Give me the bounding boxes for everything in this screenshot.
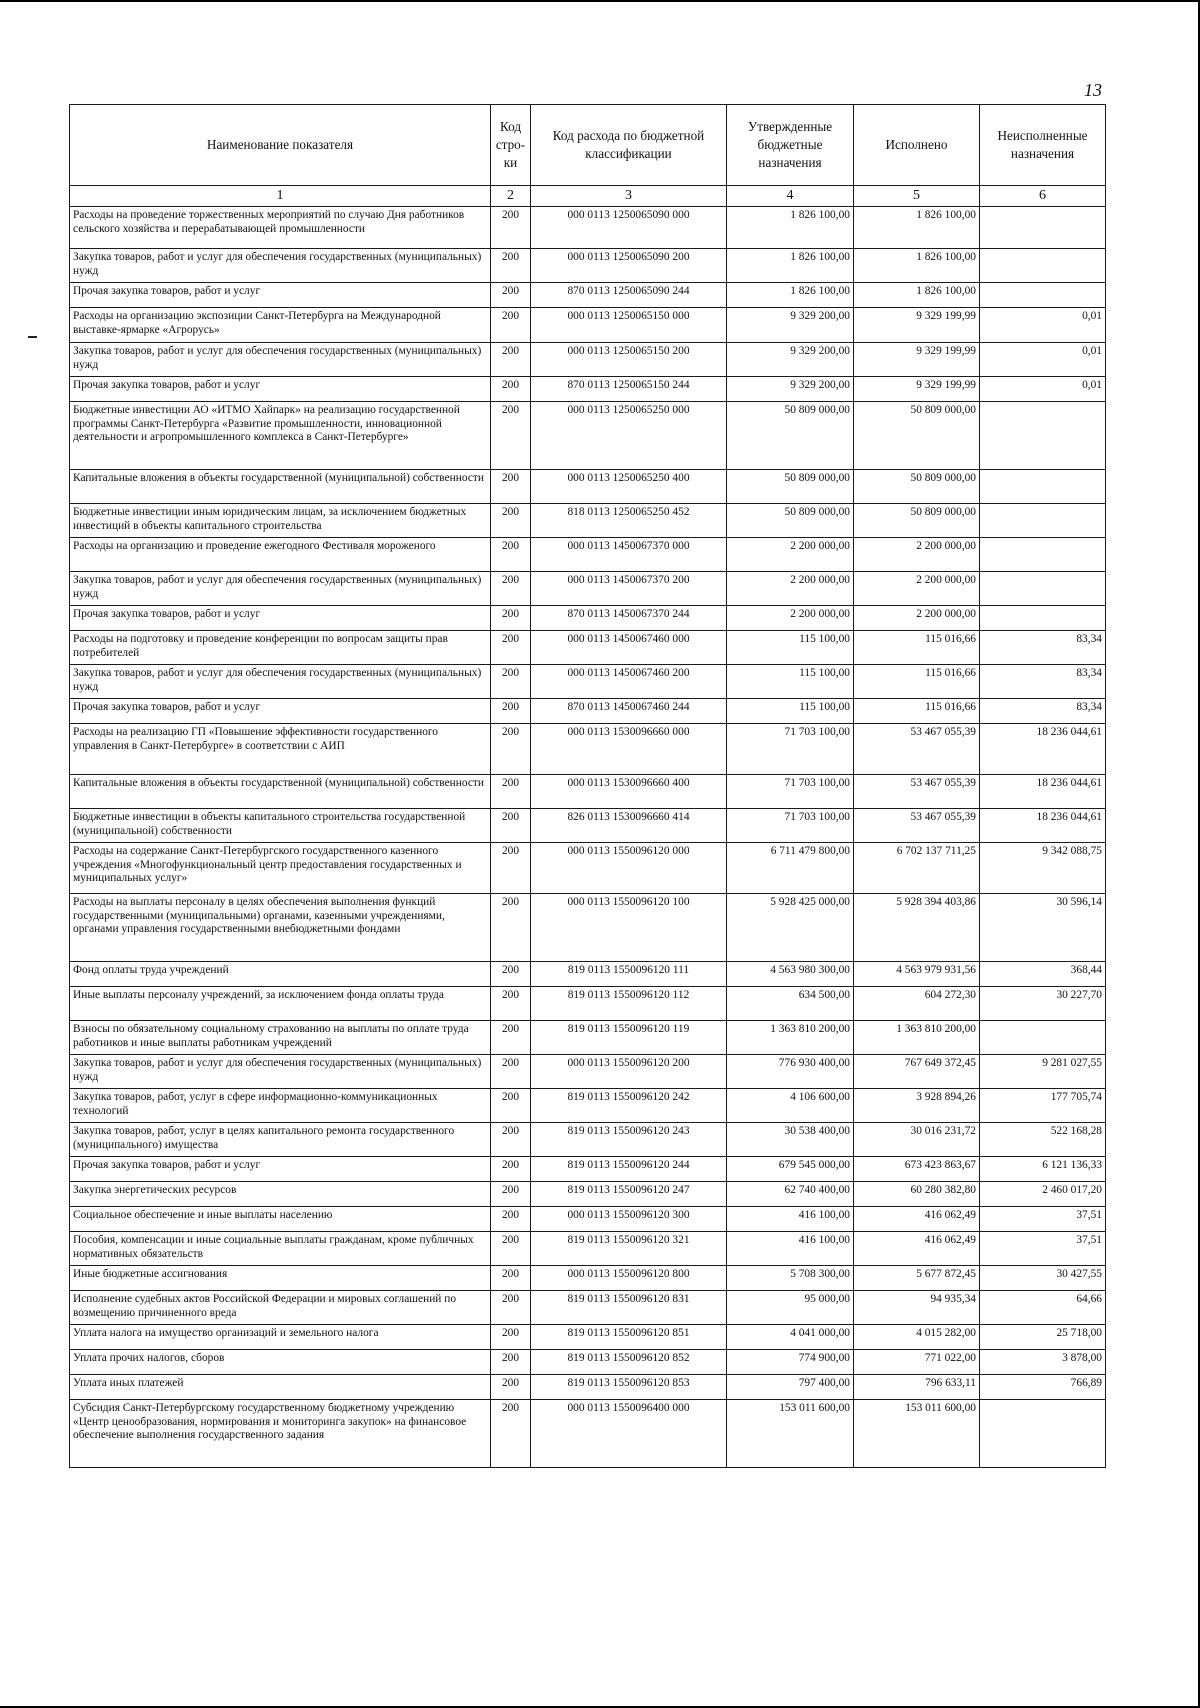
row-budget-code: 000 0113 1550096400 000 — [531, 1400, 727, 1468]
row-budget-code: 819 0113 1550096120 119 — [531, 1021, 727, 1055]
header-budget-code: Код расхода по бюджетной классификации — [531, 105, 727, 186]
row-executed: 53 467 055,39 — [854, 724, 980, 775]
row-line-code: 200 — [491, 283, 531, 308]
table-row — [70, 1182, 1106, 1207]
table-row — [70, 1089, 1106, 1123]
row-approved: 95 000,00 — [727, 1291, 854, 1325]
row-budget-code: 000 0113 1530096660 000 — [531, 724, 727, 775]
row-approved: 115 100,00 — [727, 631, 854, 665]
row-unexecuted: 2 460 017,20 — [980, 1182, 1106, 1207]
row-executed: 796 633,11 — [854, 1375, 980, 1400]
table-row — [70, 1021, 1106, 1055]
row-budget-code: 819 0113 1550096120 852 — [531, 1350, 727, 1375]
header-line-code: Код стро-ки — [491, 105, 531, 186]
row-executed: 2 200 000,00 — [854, 538, 980, 572]
row-name: Закупка товаров, работ и услуг для обеспечения государственных (муниципальных) нужд — [70, 572, 491, 606]
row-name: Прочая закупка товаров, работ и услуг — [70, 606, 491, 631]
row-executed: 2 200 000,00 — [854, 572, 980, 606]
row-line-code: 200 — [491, 1123, 531, 1157]
header-indicator-name: Наименование показателя — [70, 105, 491, 186]
row-line-code: 200 — [491, 724, 531, 775]
row-budget-code: 000 0113 1250065150 200 — [531, 343, 727, 377]
table-row — [70, 1055, 1106, 1089]
row-name: Закупка товаров, работ, услуг в целях капитального ремонта государственного (муниципального) имущества — [70, 1123, 491, 1157]
row-line-code: 200 — [491, 665, 531, 699]
row-budget-code: 000 0113 1550096120 100 — [531, 894, 727, 962]
row-executed: 673 423 863,67 — [854, 1157, 980, 1182]
row-executed: 50 809 000,00 — [854, 504, 980, 538]
row-unexecuted: 83,34 — [980, 631, 1106, 665]
row-name: Исполнение судебных актов Российской Федерации и мировых соглашений по возмещению причиненного вреда — [70, 1291, 491, 1325]
row-executed: 9 329 199,99 — [854, 343, 980, 377]
row-name: Расходы на содержание Санкт-Петербургского государственного казенного учреждения «Многофункциональный центр предоставления государственных и муниципальных услуг» — [70, 843, 491, 894]
table-row — [70, 249, 1106, 283]
row-line-code: 200 — [491, 1400, 531, 1468]
row-budget-code: 870 0113 1250065090 244 — [531, 283, 727, 308]
row-unexecuted: 522 168,28 — [980, 1123, 1106, 1157]
row-name: Закупка товаров, работ и услуг для обеспечения государственных (муниципальных) нужд — [70, 665, 491, 699]
row-approved: 1 826 100,00 — [727, 283, 854, 308]
row-executed: 94 935,34 — [854, 1291, 980, 1325]
row-budget-code: 819 0113 1550096120 321 — [531, 1232, 727, 1266]
row-name: Расходы на реализацию ГП «Повышение эффективности государственного управления в Санкт-Петербурге» в соответствии с АИП — [70, 724, 491, 775]
row-budget-code: 000 0113 1250065090 200 — [531, 249, 727, 283]
row-name: Уплата налога на имущество организаций и земельного налога — [70, 1325, 491, 1350]
row-approved: 4 563 980 300,00 — [727, 962, 854, 987]
row-name: Прочая закупка товаров, работ и услуг — [70, 1157, 491, 1182]
row-name: Бюджетные инвестиции иным юридическим лицам, за исключением бюджетных инвестиций в объекты капитального строительства — [70, 504, 491, 538]
row-name: Иные выплаты персоналу учреждений, за исключением фонда оплаты труда — [70, 987, 491, 1021]
row-name: Бюджетные инвестиции АО «ИТМО Хайпарк» на реализацию государственной программы Санкт-Петербурга «Развитие промышленности, инновационной деятельности и агропромышленного комплекса в Санкт-Петербурге» — [70, 402, 491, 470]
row-unexecuted — [980, 402, 1106, 470]
table-row — [70, 377, 1106, 402]
row-approved: 9 329 200,00 — [727, 343, 854, 377]
row-executed: 767 649 372,45 — [854, 1055, 980, 1089]
row-unexecuted: 30 227,70 — [980, 987, 1106, 1021]
row-line-code: 200 — [491, 1182, 531, 1207]
table-row — [70, 1375, 1106, 1400]
row-approved: 2 200 000,00 — [727, 572, 854, 606]
row-executed: 604 272,30 — [854, 987, 980, 1021]
row-approved: 115 100,00 — [727, 665, 854, 699]
row-line-code: 200 — [491, 1232, 531, 1266]
row-unexecuted — [980, 1400, 1106, 1468]
row-line-code: 200 — [491, 1157, 531, 1182]
row-budget-code: 000 0113 1550096120 200 — [531, 1055, 727, 1089]
row-name: Расходы на организацию и проведение ежегодного Фестиваля мороженого — [70, 538, 491, 572]
row-executed: 4 563 979 931,56 — [854, 962, 980, 987]
row-line-code: 200 — [491, 249, 531, 283]
row-approved: 1 826 100,00 — [727, 249, 854, 283]
row-budget-code: 000 0113 1550096120 300 — [531, 1207, 727, 1232]
row-name: Уплата прочих налогов, сборов — [70, 1350, 491, 1375]
row-executed: 153 011 600,00 — [854, 1400, 980, 1468]
row-approved: 71 703 100,00 — [727, 775, 854, 809]
header-approved: Утвержденные бюджетные назначения — [727, 105, 854, 186]
row-unexecuted — [980, 283, 1106, 308]
row-unexecuted: 177 705,74 — [980, 1089, 1106, 1123]
row-budget-code: 826 0113 1530096660 414 — [531, 809, 727, 843]
row-approved: 71 703 100,00 — [727, 809, 854, 843]
row-name: Иные бюджетные ассигнования — [70, 1266, 491, 1291]
row-budget-code: 000 0113 1250065250 400 — [531, 470, 727, 504]
row-approved: 1 826 100,00 — [727, 207, 854, 249]
row-unexecuted: 25 718,00 — [980, 1325, 1106, 1350]
table-row — [70, 843, 1106, 894]
row-line-code: 200 — [491, 1325, 531, 1350]
row-approved: 30 538 400,00 — [727, 1123, 854, 1157]
row-unexecuted: 37,51 — [980, 1207, 1106, 1232]
row-name: Социальное обеспечение и иные выплаты населению — [70, 1207, 491, 1232]
table-row — [70, 699, 1106, 724]
row-line-code: 200 — [491, 1207, 531, 1232]
row-executed: 5 928 394 403,86 — [854, 894, 980, 962]
row-budget-code: 000 0113 1250065150 000 — [531, 308, 727, 343]
row-name: Закупка товаров, работ и услуг для обеспечения государственных (муниципальных) нужд — [70, 1055, 491, 1089]
row-executed: 416 062,49 — [854, 1232, 980, 1266]
row-line-code: 200 — [491, 809, 531, 843]
row-unexecuted: 368,44 — [980, 962, 1106, 987]
table-row — [70, 470, 1106, 504]
row-name: Закупка товаров, работ и услуг для обеспечения государственных (муниципальных) нужд — [70, 249, 491, 283]
column-number: 2 — [491, 186, 531, 207]
row-line-code: 200 — [491, 377, 531, 402]
row-line-code: 200 — [491, 207, 531, 249]
table-row — [70, 1350, 1106, 1375]
row-budget-code: 870 0113 1450067370 244 — [531, 606, 727, 631]
row-budget-code: 819 0113 1550096120 831 — [531, 1291, 727, 1325]
row-name: Расходы на организацию экспозиции Санкт-Петербурга на Международной выставке-ярмарке «Агрорусь» — [70, 308, 491, 343]
table-row — [70, 207, 1106, 249]
column-number: 3 — [531, 186, 727, 207]
row-unexecuted: 30 596,14 — [980, 894, 1106, 962]
row-budget-code: 000 0113 1250065250 000 — [531, 402, 727, 470]
page-number: 13 — [1084, 80, 1102, 100]
table-row — [70, 1207, 1106, 1232]
row-executed: 5 677 872,45 — [854, 1266, 980, 1291]
row-unexecuted: 64,66 — [980, 1291, 1106, 1325]
row-unexecuted: 0,01 — [980, 343, 1106, 377]
row-executed: 1 826 100,00 — [854, 283, 980, 308]
column-number-row — [70, 186, 1106, 207]
row-name: Уплата иных платежей — [70, 1375, 491, 1400]
row-approved: 9 329 200,00 — [727, 377, 854, 402]
row-executed: 1 826 100,00 — [854, 207, 980, 249]
row-approved: 115 100,00 — [727, 699, 854, 724]
row-unexecuted: 30 427,55 — [980, 1266, 1106, 1291]
row-budget-code: 000 0113 1450067370 200 — [531, 572, 727, 606]
row-name: Взносы по обязательному социальному страхованию на выплаты по оплате труда работников и иные выплаты работникам учреждений — [70, 1021, 491, 1055]
row-line-code: 200 — [491, 699, 531, 724]
row-unexecuted — [980, 606, 1106, 631]
table-row — [70, 665, 1106, 699]
row-name: Расходы на выплаты персоналу в целях обеспечения выполнения функций государственными (муниципальными) органами, казенными учреждениями, органами управления государственными внебюджетными фондами — [70, 894, 491, 962]
row-line-code: 200 — [491, 606, 531, 631]
row-name: Капитальные вложения в объекты государственной (муниципальной) собственности — [70, 470, 491, 504]
row-approved: 5 708 300,00 — [727, 1266, 854, 1291]
row-budget-code: 000 0113 1530096660 400 — [531, 775, 727, 809]
row-line-code: 200 — [491, 1089, 531, 1123]
row-executed: 50 809 000,00 — [854, 470, 980, 504]
row-line-code: 200 — [491, 775, 531, 809]
budget-execution-table — [69, 104, 1106, 1468]
row-unexecuted: 3 878,00 — [980, 1350, 1106, 1375]
row-approved: 2 200 000,00 — [727, 606, 854, 631]
row-budget-code: 819 0113 1550096120 111 — [531, 962, 727, 987]
row-executed: 1 826 100,00 — [854, 249, 980, 283]
row-approved: 797 400,00 — [727, 1375, 854, 1400]
row-budget-code: 818 0113 1250065250 452 — [531, 504, 727, 538]
row-unexecuted: 83,34 — [980, 699, 1106, 724]
row-budget-code: 870 0113 1450067460 244 — [531, 699, 727, 724]
row-executed: 60 280 382,80 — [854, 1182, 980, 1207]
row-approved: 4 041 000,00 — [727, 1325, 854, 1350]
row-approved: 634 500,00 — [727, 987, 854, 1021]
header-executed: Исполнено — [854, 105, 980, 186]
row-approved: 71 703 100,00 — [727, 724, 854, 775]
row-approved: 153 011 600,00 — [727, 1400, 854, 1468]
row-executed: 3 928 894,26 — [854, 1089, 980, 1123]
table-row — [70, 1400, 1106, 1468]
row-approved: 50 809 000,00 — [727, 504, 854, 538]
row-name: Закупка энергетических ресурсов — [70, 1182, 491, 1207]
row-unexecuted: 9 342 088,75 — [980, 843, 1106, 894]
column-number: 1 — [70, 186, 491, 207]
row-approved: 6 711 479 800,00 — [727, 843, 854, 894]
row-line-code: 200 — [491, 1055, 531, 1089]
table-header — [70, 105, 1106, 207]
row-approved: 62 740 400,00 — [727, 1182, 854, 1207]
row-line-code: 200 — [491, 470, 531, 504]
row-budget-code: 819 0113 1550096120 247 — [531, 1182, 727, 1207]
row-budget-code: 000 0113 1450067460 200 — [531, 665, 727, 699]
row-approved: 774 900,00 — [727, 1350, 854, 1375]
row-line-code: 200 — [491, 538, 531, 572]
row-line-code: 200 — [491, 308, 531, 343]
row-name: Прочая закупка товаров, работ и услуг — [70, 377, 491, 402]
row-unexecuted — [980, 504, 1106, 538]
row-executed: 9 329 199,99 — [854, 377, 980, 402]
row-line-code: 200 — [491, 1375, 531, 1400]
row-approved: 416 100,00 — [727, 1207, 854, 1232]
row-line-code: 200 — [491, 343, 531, 377]
header-unexecuted: Неисполненные назначения — [980, 105, 1106, 186]
row-budget-code: 000 0113 1250065090 000 — [531, 207, 727, 249]
table-row — [70, 538, 1106, 572]
row-name: Прочая закупка товаров, работ и услуг — [70, 699, 491, 724]
row-name: Прочая закупка товаров, работ и услуг — [70, 283, 491, 308]
row-line-code: 200 — [491, 1291, 531, 1325]
row-executed: 2 200 000,00 — [854, 606, 980, 631]
row-name: Закупка товаров, работ и услуг для обеспечения государственных (муниципальных) нужд — [70, 343, 491, 377]
row-line-code: 200 — [491, 843, 531, 894]
row-unexecuted — [980, 572, 1106, 606]
row-name: Капитальные вложения в объекты государственной (муниципальной) собственности — [70, 775, 491, 809]
table-row — [70, 1291, 1106, 1325]
row-executed: 115 016,66 — [854, 699, 980, 724]
row-budget-code: 000 0113 1550096120 000 — [531, 843, 727, 894]
row-line-code: 200 — [491, 987, 531, 1021]
row-executed: 53 467 055,39 — [854, 775, 980, 809]
table-row — [70, 343, 1106, 377]
row-approved: 4 106 600,00 — [727, 1089, 854, 1123]
table-row — [70, 724, 1106, 775]
row-unexecuted: 0,01 — [980, 308, 1106, 343]
row-budget-code: 000 0113 1550096120 800 — [531, 1266, 727, 1291]
table-row — [70, 775, 1106, 809]
column-number: 6 — [980, 186, 1106, 207]
row-budget-code: 000 0113 1450067370 000 — [531, 538, 727, 572]
row-line-code: 200 — [491, 894, 531, 962]
row-unexecuted — [980, 1021, 1106, 1055]
row-approved: 5 928 425 000,00 — [727, 894, 854, 962]
row-name: Фонд оплаты труда учреждений — [70, 962, 491, 987]
row-unexecuted — [980, 249, 1106, 283]
row-unexecuted: 6 121 136,33 — [980, 1157, 1106, 1182]
row-budget-code: 819 0113 1550096120 242 — [531, 1089, 727, 1123]
table-row — [70, 962, 1106, 987]
row-approved: 776 930 400,00 — [727, 1055, 854, 1089]
scan-mark — [28, 336, 37, 338]
row-unexecuted: 0,01 — [980, 377, 1106, 402]
row-line-code: 200 — [491, 402, 531, 470]
row-executed: 115 016,66 — [854, 665, 980, 699]
row-budget-code: 819 0113 1550096120 853 — [531, 1375, 727, 1400]
row-unexecuted: 18 236 044,61 — [980, 809, 1106, 843]
row-line-code: 200 — [491, 572, 531, 606]
table-row — [70, 1266, 1106, 1291]
table-row — [70, 1325, 1106, 1350]
row-name: Закупка товаров, работ, услуг в сфере информационно-коммуникационных технологий — [70, 1089, 491, 1123]
row-approved: 9 329 200,00 — [727, 308, 854, 343]
row-name: Субсидия Санкт-Петербургскому государственному бюджетному учреждению «Центр ценообразования, нормирования и мониторинга закупок» на финансовое обеспечение выполнения государственного задания — [70, 1400, 491, 1468]
row-unexecuted: 9 281 027,55 — [980, 1055, 1106, 1089]
row-unexecuted — [980, 470, 1106, 504]
row-executed: 9 329 199,99 — [854, 308, 980, 343]
column-number: 5 — [854, 186, 980, 207]
row-unexecuted: 18 236 044,61 — [980, 724, 1106, 775]
row-executed: 6 702 137 711,25 — [854, 843, 980, 894]
row-executed: 30 016 231,72 — [854, 1123, 980, 1157]
row-unexecuted — [980, 538, 1106, 572]
row-executed: 50 809 000,00 — [854, 402, 980, 470]
row-unexecuted — [980, 207, 1106, 249]
row-line-code: 200 — [491, 962, 531, 987]
table-row — [70, 1232, 1106, 1266]
row-line-code: 200 — [491, 504, 531, 538]
row-executed: 53 467 055,39 — [854, 809, 980, 843]
row-name: Пособия, компенсации и иные социальные выплаты гражданам, кроме публичных нормативных обязательств — [70, 1232, 491, 1266]
table-row — [70, 987, 1106, 1021]
row-name: Расходы на проведение торжественных мероприятий по случаю Дня работников сельского хозяйства и перерабатывающей промышленности — [70, 207, 491, 249]
table-row — [70, 631, 1106, 665]
row-line-code: 200 — [491, 631, 531, 665]
row-name: Бюджетные инвестиции в объекты капитального строительства государственной (муниципальной) собственности — [70, 809, 491, 843]
table-body — [70, 207, 1106, 1468]
table-row — [70, 572, 1106, 606]
row-approved: 2 200 000,00 — [727, 538, 854, 572]
row-line-code: 200 — [491, 1021, 531, 1055]
row-budget-code: 819 0113 1550096120 851 — [531, 1325, 727, 1350]
row-budget-code: 819 0113 1550096120 112 — [531, 987, 727, 1021]
row-executed: 115 016,66 — [854, 631, 980, 665]
row-approved: 679 545 000,00 — [727, 1157, 854, 1182]
row-unexecuted: 18 236 044,61 — [980, 775, 1106, 809]
row-approved: 50 809 000,00 — [727, 402, 854, 470]
table-row — [70, 504, 1106, 538]
table-row — [70, 1157, 1106, 1182]
column-number: 4 — [727, 186, 854, 207]
row-unexecuted: 766,89 — [980, 1375, 1106, 1400]
row-budget-code: 819 0113 1550096120 243 — [531, 1123, 727, 1157]
row-approved: 50 809 000,00 — [727, 470, 854, 504]
row-line-code: 200 — [491, 1350, 531, 1375]
row-approved: 416 100,00 — [727, 1232, 854, 1266]
table-row — [70, 809, 1106, 843]
table-row — [70, 606, 1106, 631]
table-row — [70, 402, 1106, 470]
row-executed: 1 363 810 200,00 — [854, 1021, 980, 1055]
row-unexecuted: 83,34 — [980, 665, 1106, 699]
row-budget-code: 000 0113 1450067460 000 — [531, 631, 727, 665]
table-row — [70, 308, 1106, 343]
row-executed: 4 015 282,00 — [854, 1325, 980, 1350]
row-line-code: 200 — [491, 1266, 531, 1291]
row-unexecuted: 37,51 — [980, 1232, 1106, 1266]
table-row — [70, 894, 1106, 962]
row-budget-code: 870 0113 1250065150 244 — [531, 377, 727, 402]
row-approved: 1 363 810 200,00 — [727, 1021, 854, 1055]
row-budget-code: 819 0113 1550096120 244 — [531, 1157, 727, 1182]
row-executed: 771 022,00 — [854, 1350, 980, 1375]
row-name: Расходы на подготовку и проведение конференции по вопросам защиты прав потребителей — [70, 631, 491, 665]
header-row — [70, 105, 1106, 186]
table-row — [70, 1123, 1106, 1157]
table-row — [70, 283, 1106, 308]
row-executed: 416 062,49 — [854, 1207, 980, 1232]
